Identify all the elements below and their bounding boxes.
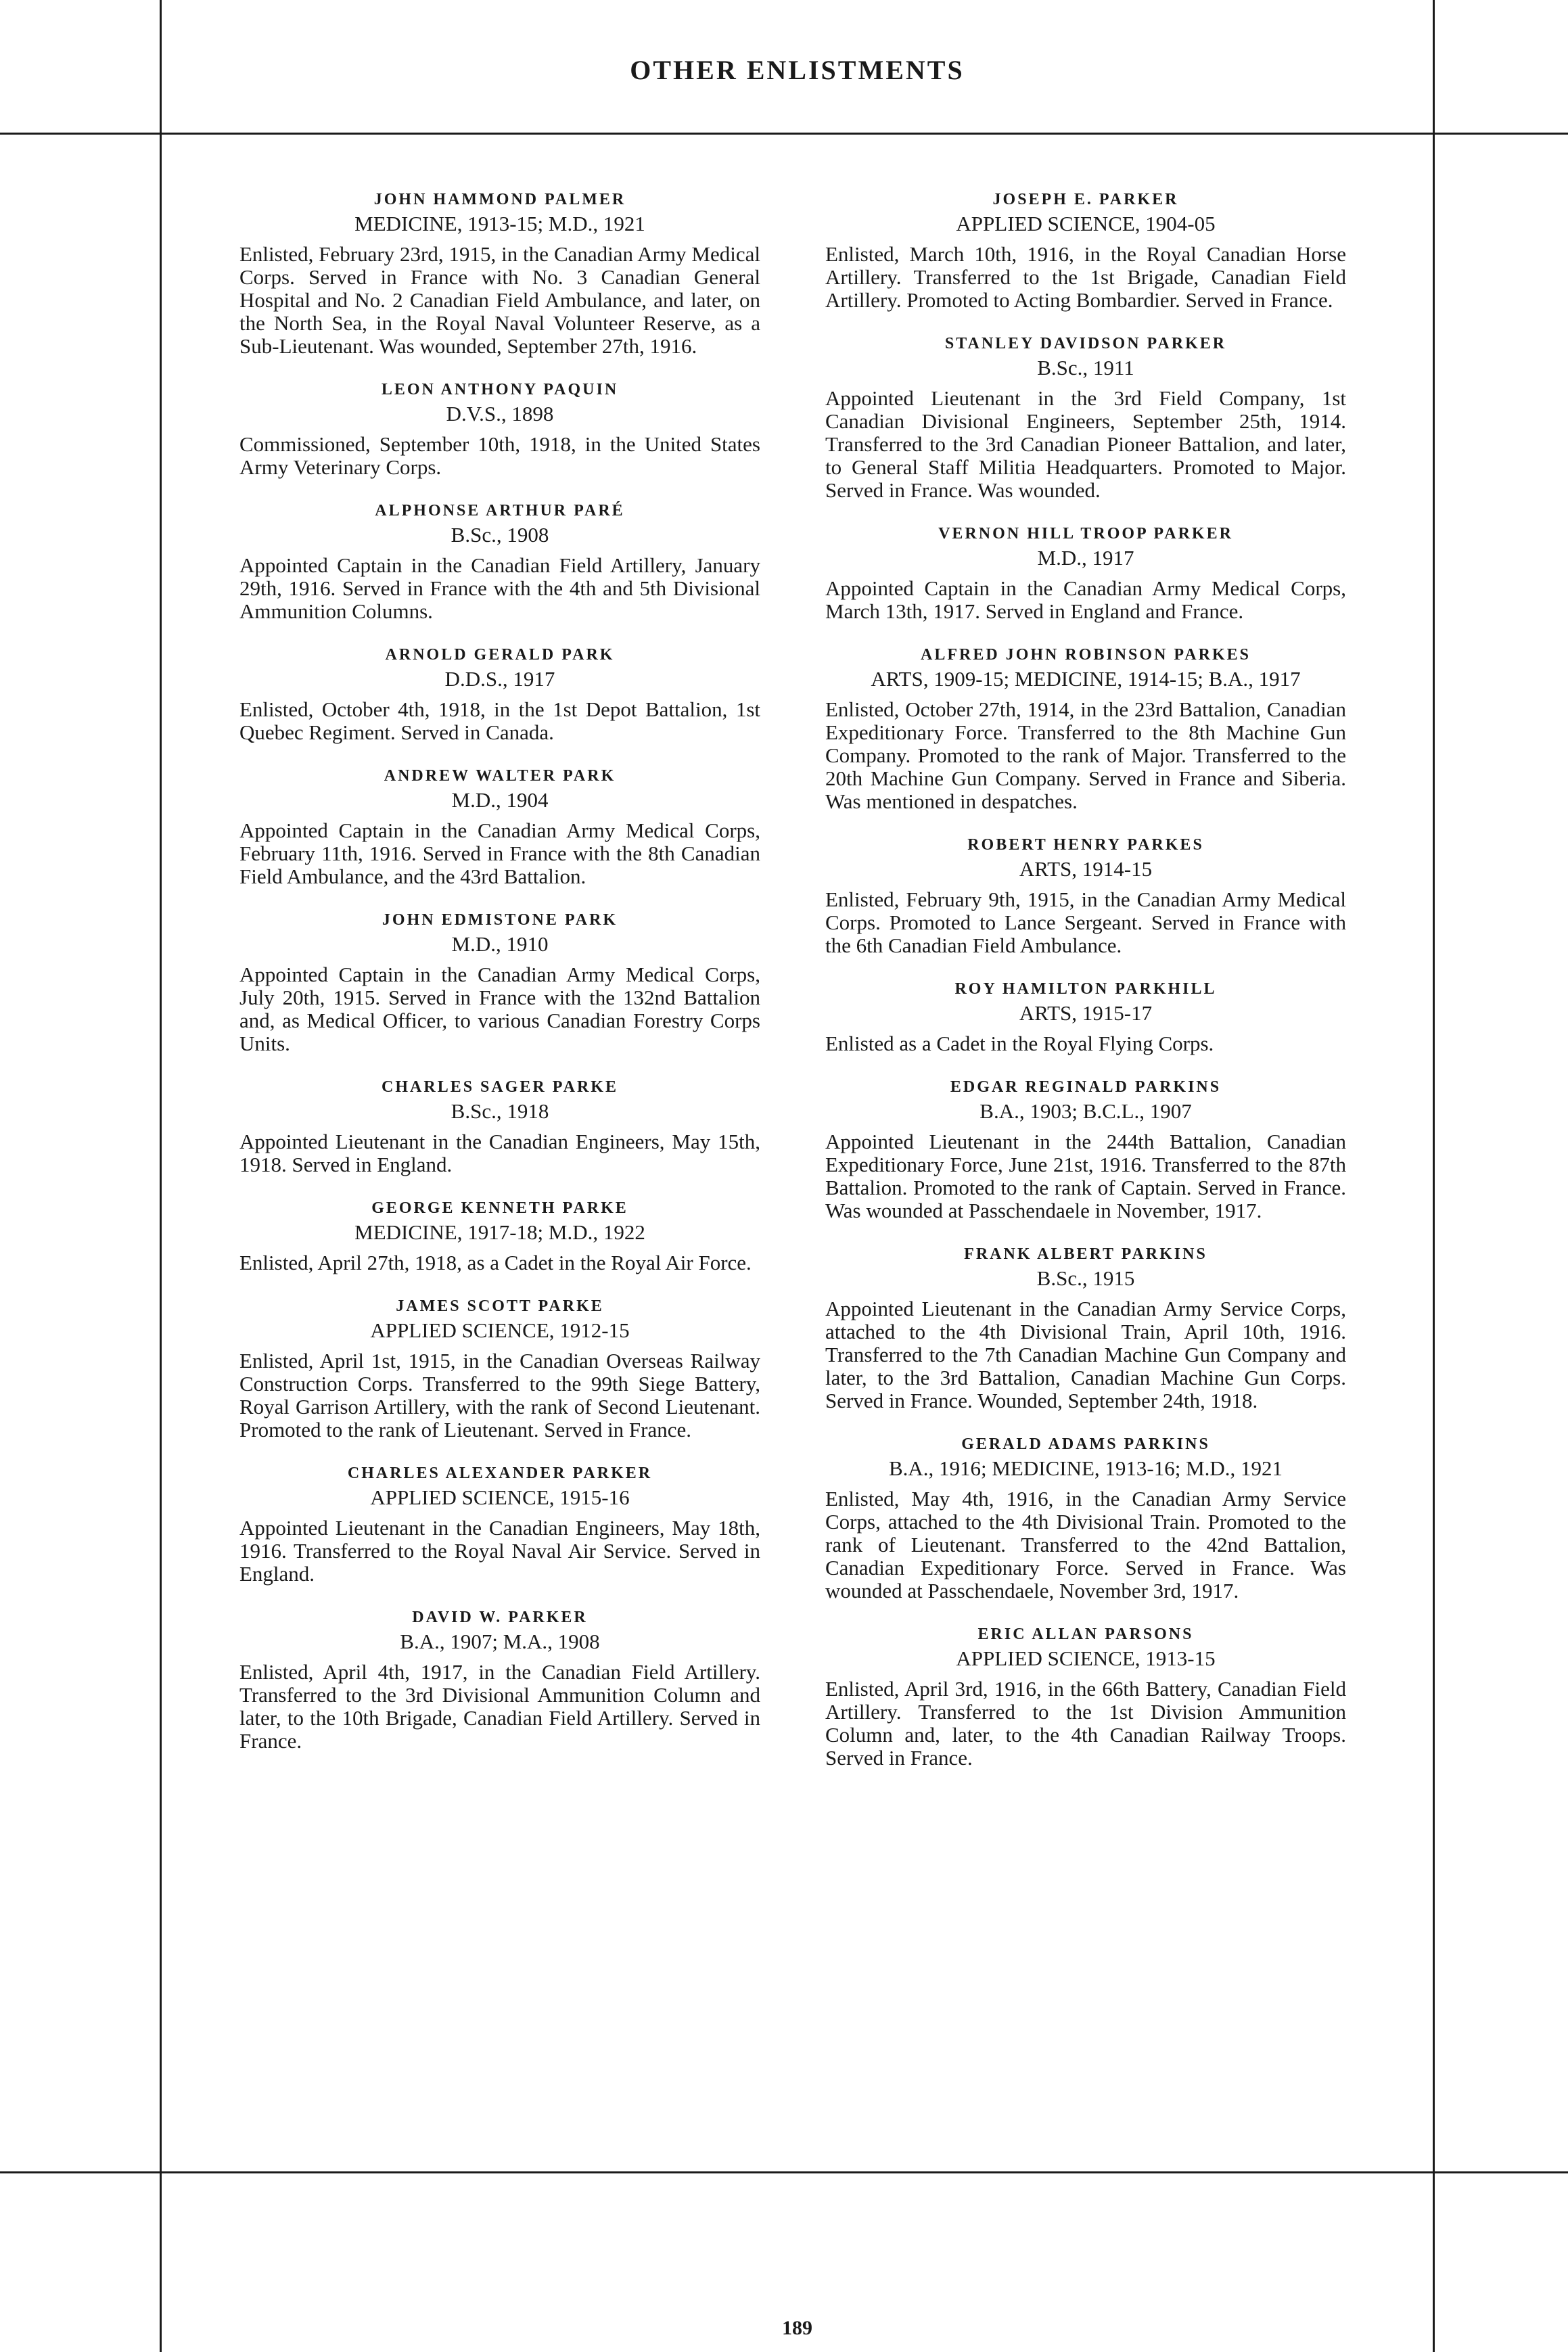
enlistment-entry — [825, 1625, 1346, 1770]
left-margin-rule — [160, 0, 162, 2352]
enlistment-entry — [239, 1609, 760, 1753]
enlistment-entry — [239, 502, 760, 623]
entry-degree: M.D., 1904 — [451, 788, 549, 812]
entry-name: ROY HAMILTON PARKHILL — [954, 980, 1217, 998]
entry-description: Commissioned, September 10th, 1918, in the United States Army Veterinary Corps. — [239, 432, 760, 479]
enlistment-entry — [239, 381, 760, 479]
entry-name: LEON ANTHONY PAQUIN — [381, 381, 619, 398]
entry-description: Enlisted, April 27th, 1918, as a Cadet in the Royal Air Force. — [239, 1251, 752, 1274]
enlistment-entry — [825, 335, 1346, 502]
right-margin-rule — [1433, 0, 1435, 2352]
enlistment-entry — [239, 767, 760, 888]
entry-description: Enlisted, May 4th, 1916, in the Canadian Army Service Corps, attached to the 4th Divisional Train. Promoted to the rank of Lieutenant. Transferred to the 42nd Battalion, Canadian Expeditionary Force. Served in France. Was wounded at Passchendaele, November 3rd, 1917. — [825, 1487, 1346, 1602]
entry-name: ANDREW WALTER PARK — [384, 767, 616, 785]
entry-name: JAMES SCOTT PARKE — [396, 1297, 604, 1315]
enlistment-entry — [239, 646, 760, 744]
entry-degree: ARTS, 1915-17 — [1019, 1001, 1153, 1025]
entry-name: GEORGE KENNETH PARKE — [371, 1199, 628, 1217]
entry-name: CHARLES SAGER PARKE — [382, 1078, 618, 1096]
entry-degree: APPLIED SCIENCE, 1913-15 — [956, 1646, 1216, 1670]
enlistment-entry — [825, 836, 1346, 957]
entry-name: FRANK ALBERT PARKINS — [964, 1245, 1207, 1263]
header-rule — [0, 133, 1568, 135]
entry-degree: M.D., 1910 — [451, 932, 549, 956]
entry-name: JOHN EDMISTONE PARK — [382, 911, 618, 929]
entry-degree: APPLIED SCIENCE, 1915-16 — [370, 1485, 630, 1509]
enlistment-entry — [239, 911, 760, 1055]
enlistment-entry — [825, 1078, 1346, 1222]
entry-degree: M.D., 1917 — [1037, 546, 1134, 570]
entry-degree: B.Sc., 1908 — [451, 523, 549, 547]
entry-description: Appointed Lieutenant in the 3rd Field Company, 1st Canadian Divisional Engineers, September 25th, 1914. Transferred to the 3rd Canadian Pioneer Battalion, and later, to General Staff Militia Headquarters. Promoted to Major. Served in France. Was wounded. — [825, 386, 1346, 502]
entry-degree: B.A., 1916; MEDICINE, 1913-16; M.D., 1921 — [888, 1456, 1283, 1480]
entry-name: DAVID W. PARKER — [412, 1609, 588, 1626]
entry-degree: MEDICINE, 1917-18; M.D., 1922 — [354, 1220, 645, 1244]
entry-name: JOSEPH E. PARKER — [992, 191, 1179, 208]
entry-description: Appointed Lieutenant in the Canadian Engineers, May 15th, 1918. Served in England. — [239, 1130, 760, 1176]
entry-degree: ARTS, 1909-15; MEDICINE, 1914-15; B.A., 1917 — [871, 667, 1301, 691]
entry-degree: B.A., 1907; M.A., 1908 — [400, 1630, 600, 1653]
entry-name: ALPHONSE ARTHUR PARÉ — [375, 502, 625, 520]
entry-description: Enlisted, April 4th, 1917, in the Canadian Field Artillery. Transferred to the 3rd Divisional Ammunition Column and later, to the 10th Brigade, Canadian Field Artillery. Served in France. — [239, 1660, 760, 1753]
entry-name: VERNON HILL TROOP PARKER — [938, 525, 1233, 543]
entry-description: Appointed Captain in the Canadian Field Artillery, January 29th, 1916. Served in France with the 4th and 5th Divisional Ammunition Columns. — [239, 553, 760, 623]
entry-degree: D.D.S., 1917 — [444, 667, 555, 691]
entry-degree: B.Sc., 1918 — [451, 1099, 549, 1123]
entry-degree: B.Sc., 1915 — [1036, 1266, 1135, 1290]
entry-degree: MEDICINE, 1913-15; M.D., 1921 — [354, 212, 645, 235]
enlistment-entry — [825, 980, 1346, 1055]
entry-description: Appointed Lieutenant in the 244th Battalion, Canadian Expeditionary Force, June 21st, 1916. Transferred to the 87th Battalion. Promoted to the rank of Captain. Served in France. Was wounded at Passchendaele in November, 1917. — [825, 1130, 1346, 1222]
entry-degree: ARTS, 1914-15 — [1019, 857, 1153, 881]
enlistment-entry — [239, 1297, 760, 1442]
entry-degree: B.Sc., 1911 — [1037, 356, 1134, 379]
enlistment-entry — [825, 646, 1346, 813]
entry-description: Enlisted, March 10th, 1916, in the Royal Canadian Horse Artillery. Transferred to the 1st Brigade, Canadian Field Artillery. Promoted to Acting Bombardier. Served in France. — [825, 242, 1346, 312]
entry-description: Appointed Lieutenant in the Canadian Army Service Corps, attached to the 4th Divisional Train, April 10th, 1916. Transferred to the 7th Canadian Machine Gun Company and later, to the 3rd Battalion, Canadian Machine Gun Corps. Served in France. Wounded, September 24th, 1918. — [825, 1297, 1346, 1412]
enlistment-entry — [239, 1078, 760, 1176]
right-column — [825, 191, 1346, 1793]
entry-description: Appointed Captain in the Canadian Army Medical Corps, March 13th, 1917. Served in England and France. — [825, 576, 1346, 623]
entry-description: Enlisted, October 27th, 1914, in the 23rd Battalion, Canadian Expeditionary Force. Transferred to the 8th Machine Gun Company. Promoted to the rank of Major. Transferred to the 20th Machine Gun Company. Served in France and Siberia. Was mentioned in despatches. — [825, 697, 1346, 813]
entry-name: EDGAR REGINALD PARKINS — [950, 1078, 1222, 1096]
entry-description: Appointed Captain in the Canadian Army Medical Corps, February 11th, 1916. Served in France with the 8th Canadian Field Ambulance, and the 43rd Battalion. — [239, 818, 760, 888]
page-title: OTHER ENLISTMENTS — [630, 55, 965, 85]
entry-description: Appointed Captain in the Canadian Army Medical Corps, July 20th, 1915. Served in France with the 132nd Battalion and, as Medical Officer, to various Canadian Forestry Corps Units. — [239, 963, 760, 1055]
entry-degree: APPLIED SCIENCE, 1904-05 — [956, 212, 1216, 235]
entry-name: ERIC ALLAN PARSONS — [977, 1625, 1194, 1643]
footer-rule — [0, 2171, 1568, 2173]
entry-description: Enlisted, February 9th, 1915, in the Canadian Army Medical Corps. Promoted to Lance Sergeant. Served in France with the 6th Canadian Field Ambulance. — [825, 887, 1346, 957]
entry-degree: D.V.S., 1898 — [446, 402, 554, 425]
enlistment-entry — [825, 191, 1346, 312]
enlistment-entry — [239, 191, 760, 358]
entry-description: Enlisted as a Cadet in the Royal Flying Corps. — [825, 1032, 1214, 1055]
entry-name: ALFRED JOHN ROBINSON PARKES — [921, 646, 1251, 664]
enlistment-entry — [239, 1465, 760, 1586]
entry-name: GERALD ADAMS PARKINS — [961, 1435, 1210, 1453]
enlistment-entry — [825, 1435, 1346, 1602]
entry-name: ROBERT HENRY PARKES — [967, 836, 1204, 854]
entry-description: Enlisted, February 23rd, 1915, in the Canadian Army Medical Corps. Served in France with No. 3 Canadian General Hospital and No. 2 Canadian Field Ambulance, and later, on the North Sea, in the Royal Naval Volunteer Reserve, as a Sub-Lieutenant. Was wounded, September 27th, 1916. — [239, 242, 760, 358]
entry-name: STANLEY DAVIDSON PARKER — [944, 335, 1227, 352]
entry-name: ARNOLD GERALD PARK — [385, 646, 615, 664]
entry-description: Enlisted, April 3rd, 1916, in the 66th Battery, Canadian Field Artillery. Transferred to the 1st Division Ammunition Column and, later, to the 4th Canadian Railway Troops. Served in France. — [825, 1677, 1346, 1770]
enlistment-entry — [825, 525, 1346, 623]
entry-description: Appointed Lieutenant in the Canadian Engineers, May 18th, 1916. Transferred to the Royal Naval Air Service. Served in England. — [239, 1516, 760, 1586]
entry-description: Enlisted, April 1st, 1915, in the Canadian Overseas Railway Construction Corps. Transferred to the 99th Siege Battery, Royal Garrison Artillery, with the rank of Second Lieutenant. Promoted to the rank of Lieutenant. Served in France. — [239, 1349, 760, 1442]
entry-degree: APPLIED SCIENCE, 1912-15 — [370, 1318, 630, 1342]
entry-name: JOHN HAMMOND PALMER — [373, 191, 626, 208]
enlistment-entry — [239, 1199, 760, 1274]
entry-degree: B.A., 1903; B.C.L., 1907 — [979, 1099, 1192, 1123]
entry-description: Enlisted, October 4th, 1918, in the 1st Depot Battalion, 1st Quebec Regiment. Served in Canada. — [239, 697, 760, 744]
left-column — [239, 191, 760, 1776]
entry-name: CHARLES ALEXANDER PARKER — [347, 1465, 653, 1482]
enlistment-entry — [825, 1245, 1346, 1412]
page-number: 189 — [782, 2317, 812, 2339]
